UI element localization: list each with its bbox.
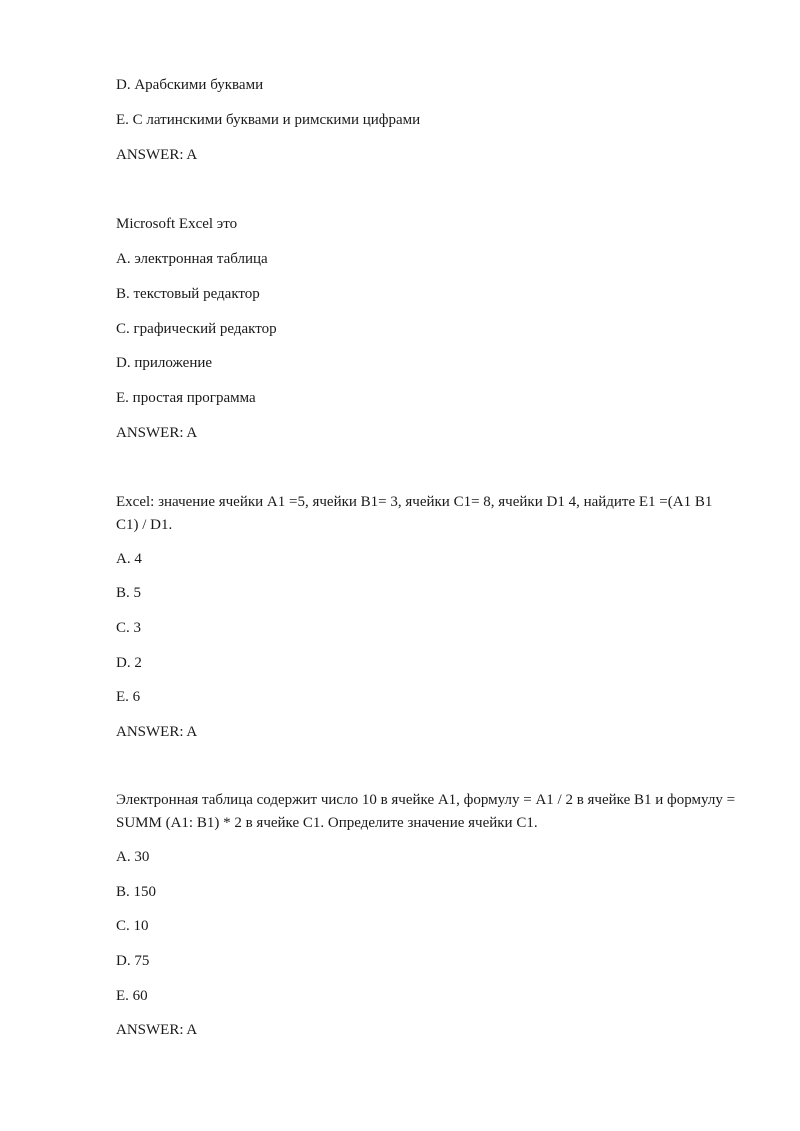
option-b: B. 150 bbox=[116, 884, 157, 900]
option-b: B. текстовый редактор bbox=[116, 286, 260, 302]
question-text: Excel: значение ячейки A1 =5, ячейки B1= 3, ячейки C1= 8, ячейки D1 4, найдите E1 =(A1 B1 C1) / D1. bbox=[116, 494, 713, 533]
option-b: B. 5 bbox=[116, 585, 142, 601]
question-text: Microsoft Excel это bbox=[116, 216, 238, 232]
answer-line: ANSWER: A bbox=[116, 425, 198, 441]
option-e: E. С латинскими буквами и римскими цифрами bbox=[116, 112, 421, 128]
option-d: D. 2 bbox=[116, 655, 142, 671]
option-e: E. 6 bbox=[116, 689, 141, 705]
option-a: A. 30 bbox=[116, 849, 150, 865]
option-c: C. 3 bbox=[116, 620, 142, 636]
option-e: E. простая программа bbox=[116, 390, 256, 406]
option-e: E. 60 bbox=[116, 988, 148, 1004]
option-d: D. 75 bbox=[116, 953, 150, 969]
answer-line: ANSWER: A bbox=[116, 147, 198, 163]
answer-line: ANSWER: A bbox=[116, 724, 198, 740]
option-a: A. электронная таблица bbox=[116, 251, 268, 267]
option-d: D. приложение bbox=[116, 355, 213, 371]
option-d: D. Арабскими буквами bbox=[116, 77, 264, 93]
option-c: C. 10 bbox=[116, 918, 149, 934]
answer-line: ANSWER: A bbox=[116, 1022, 198, 1038]
question-text: Электронная таблица содержит число 10 в ячейке A1, формулу = A1 / 2 в ячейке B1 и формулу = SUMM (A1: B1) * 2 в ячейке C1. Определите значение ячейки C1. bbox=[116, 792, 736, 831]
option-a: A. 4 bbox=[116, 551, 142, 567]
option-c: C. графический редактор bbox=[116, 321, 277, 337]
